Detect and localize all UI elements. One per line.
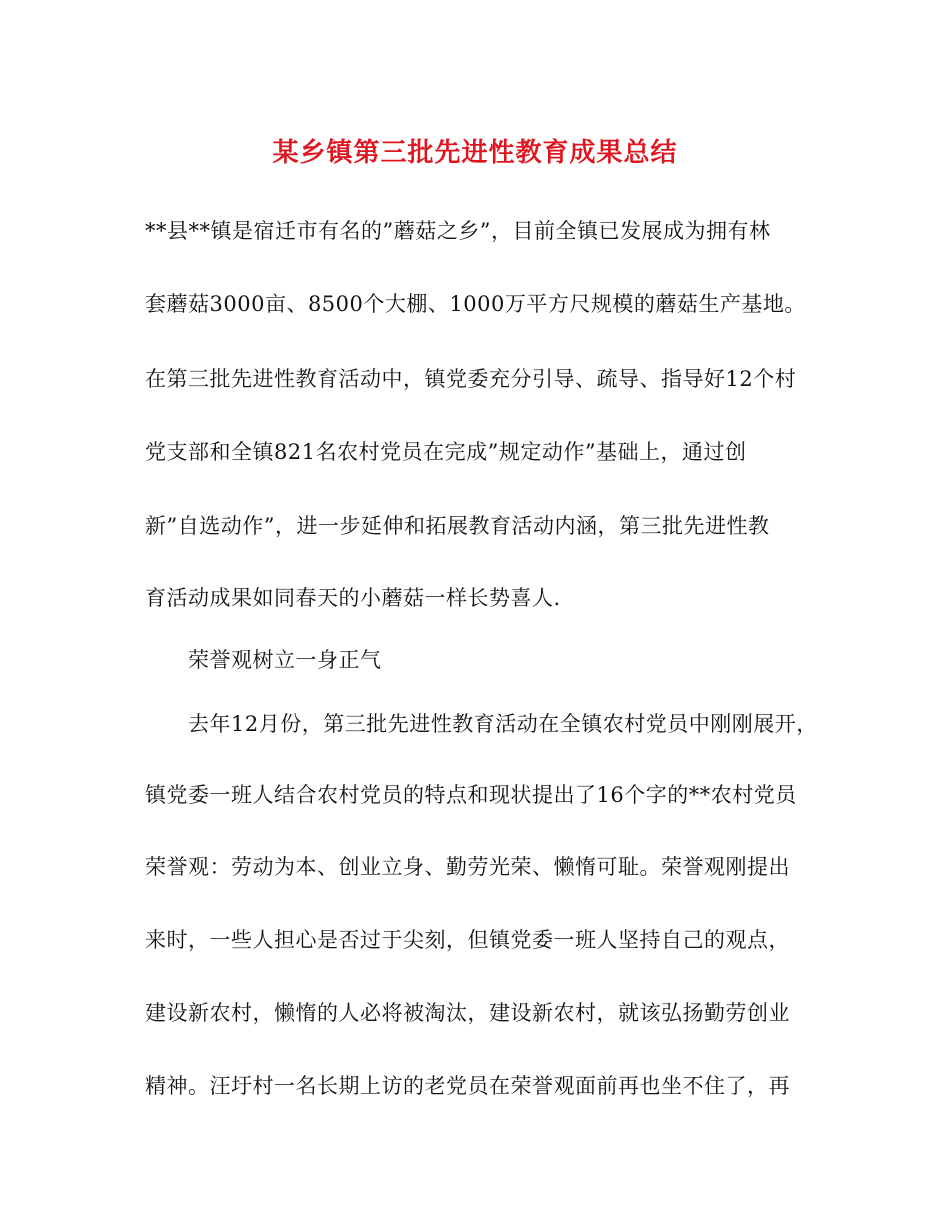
body-line: 建设新农村，懒惰的人必将被淘汰，建设新农村，就该弘扬勤劳创业	[145, 1001, 790, 1025]
body-line: 新”自选动作”，进一步延伸和拓展教育活动内涵，第三批先进性教	[145, 514, 770, 538]
body-line: 来时，一些人担心是否过于尖刻，但镇党委一班人坚持自己的观点，	[145, 928, 790, 952]
body-line: 镇党委一班人结合农村党员的特点和现状提出了16个字的**农村党员	[145, 783, 797, 807]
document-title: 某乡镇第三批先进性教育成果总结	[272, 138, 678, 168]
body-line: 荣誉观：劳动为本、创业立身、勤劳光荣、懒惰可耻。荣誉观刚提出	[145, 855, 790, 879]
body-line: 套蘑菇3000亩、8500个大棚、1000万平方尺规模的蘑菇生产基地。	[145, 292, 806, 316]
body-line: **县**镇是宿迁市有名的”蘑菇之乡”，目前全镇已发展成为拥有林	[145, 219, 771, 243]
body-line: 去年12月份，第三批先进性教育活动在全镇农村党员中刚刚展开，	[188, 712, 818, 736]
body-line: 育活动成果如同春天的小蘑菇一样长势喜人.	[145, 586, 561, 610]
body-line: 党支部和全镇821名农村党员在完成”规定动作”基础上，通过创	[145, 440, 747, 464]
section-heading: 荣誉观树立一身正气	[188, 648, 382, 672]
body-line: 在第三批先进性教育活动中，镇党委充分引导、疏导、指导好12个村	[145, 367, 797, 391]
body-line: 精神。汪圩村一名长期上访的老党员在荣誉观面前再也坐不住了，再	[145, 1074, 790, 1098]
